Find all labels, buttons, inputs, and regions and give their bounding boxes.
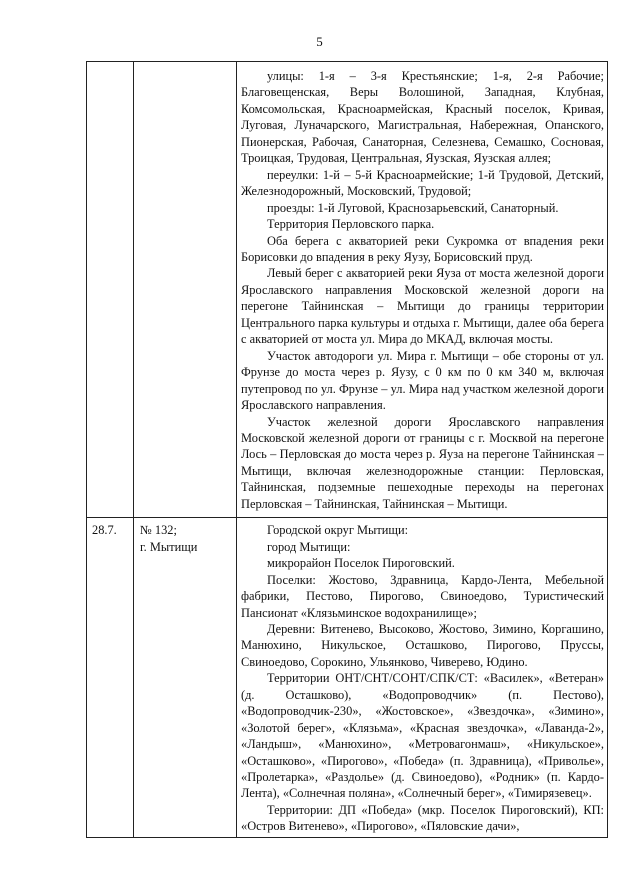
content-paragraph: Поселки: Жостово, Здравница, Кардо-Лента, Мебельной фабрики, Пестово, Пирогово, Свиноедово, Туристический Пансионат «Клязьминское водохранилище»; — [241, 572, 604, 620]
content-paragraph: переулки: 1-й – 5-й Красноармейские; 1-й Трудовой, Детский, Железнодорожный, Московский, Трудовой; — [241, 167, 604, 199]
content-paragraph: Оба берега с акваторией реки Сукромка от впадения реки Борисовки до впадения в реку Яузу, Борисовский пруд. — [241, 233, 604, 264]
content-paragraph: микрорайон Поселок Пироговский. — [267, 556, 455, 571]
row-name-cell — [134, 518, 237, 838]
row-name-line: г. Мытищи — [140, 539, 198, 554]
content-paragraph: Участок железной дороги Ярославского направления Московской железной дороги от границы с г. Москвой на перегоне Лось – Перловская до моста через р. Яуза на перегоне Тайнинская – Мытищи, включая железнодорожные станции: Перловская, Тайнинская, подземные пешеходные переходы на перегонах Перловская – Тайнинская, Тайнинская – Мытищи. — [241, 414, 604, 511]
content-paragraph: улицы: 1-я – 3-я Крестьянские; 1-я, 2-я Рабочие; Благовещенская, Веры Волошиной, Западная, Клубная, Комсомольская, Красноармейская, Красный поселок, Кривая, Луговая, Луначарского, Магистральная, Набережная, Опанского, Пионерская, Рабочая, Санаторная, Селезнева, Семашко, Сосновая, Троицкая, Трудовая, Центральная, Яузская, Яузская аллея; — [241, 69, 604, 166]
content-paragraph: Участок автодороги ул. Мира г. Мытищи – обе стороны от ул. Фрунзе до моста через р. Яузу, с 0 км по 0 км 340 м, включая путепровод по ул. Фрунзе – ул. Мира над участком железной дороги Ярославского направления. — [241, 348, 604, 413]
row-name-cell — [134, 62, 237, 518]
table-row — [87, 62, 608, 518]
content-paragraph: Территория Перловского парка. — [267, 217, 435, 232]
row-content-cell — [237, 518, 608, 838]
content-paragraph: проезды: 1-й Луговой, Краснозарьевский, Санаторный. — [267, 200, 559, 215]
row-number-cell: 28.7. — [87, 518, 134, 838]
content-paragraph: Территории: ДП «Победа» (мкр. Поселок Пироговский), КП: «Остров Витенево», «Пирогово», «Пяловские дачи», — [241, 802, 604, 834]
content-paragraph: Деревни: Витенево, Высоково, Жостово, Зимино, Коргашино, Манюхино, Никульское, Осташково, Пирогово, Пруссы, Свиноедово, Сорокино, Ульянково, Чиверево, Юдино. — [241, 621, 604, 669]
row-content-cell — [237, 62, 608, 518]
table-row — [87, 518, 608, 838]
row-number-cell — [87, 62, 134, 518]
content-paragraph: Левый берег с акваторией реки Яуза от моста железной дороги Ярославского направления Московской железной дороги на перегоне Тайнинская – Мытищи до границы территории Центрального парка культуры и отдыха г. Мытищи, далее оба берега с акваторией от моста ул. Мира до МКАД, включая мосты. — [241, 266, 604, 347]
content-paragraph: Городской округ Мытищи: — [267, 523, 409, 538]
page-number: 5 — [316, 34, 323, 49]
row-name-line: № 132; — [140, 523, 177, 538]
content-paragraph: город Мытищи: — [267, 539, 351, 554]
content-paragraph: Территории ОНТ/СНТ/СОНТ/СПК/СТ: «Василек», «Ветеран» (д. Осташково), «Водопроводчик» (п. Пестово), «Водопроводчик-230», «Жостовское», «Звездочка», «Зимино», «Золотой берег», «Клязьма», «Красная звездочка», «Лаванда-2», «Ландыш», «Манюхино», «Метровагонмаш», «Никульское», «Осташково», «Пирогово», «Победа» (п. Здравница), «Приволье», «Пролетарка», «Раздолье» (д. Свиноедово), «Родник» (п. Кардо-Лента), «Солнечная поляна», «Солнечный берег», «Тимирязевец». — [241, 671, 604, 801]
document-table — [86, 61, 608, 838]
